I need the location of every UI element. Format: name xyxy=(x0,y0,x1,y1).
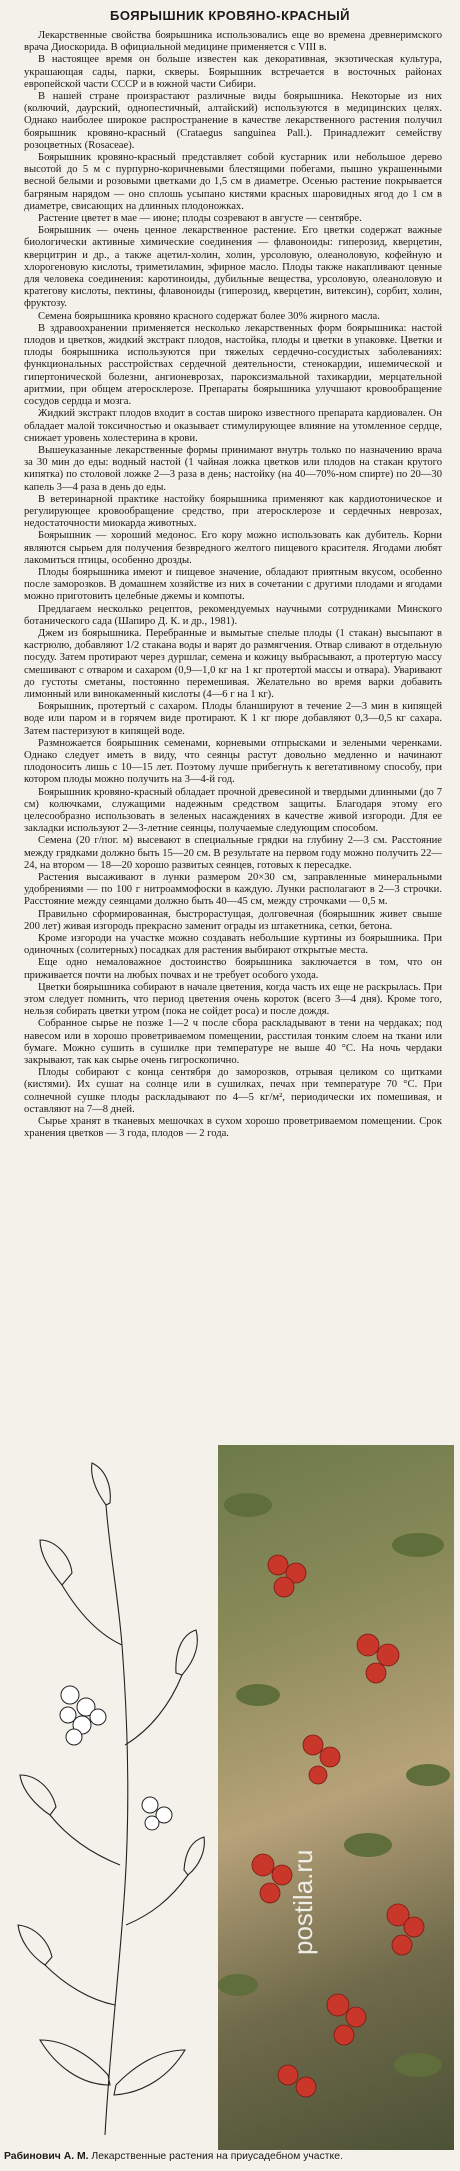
paragraph: Плоды боярышника имеют и пищевое значение, обладают приятным вкусом, особенно после заморозков. В домашнем хозяйстве из них в сочетании с другими плодами и ягодами можно приготовить целебные джемы и компоты. xyxy=(24,566,442,603)
paragraph: Собранное сырье не позже 1—2 ч после сбора раскладывают в тени на чердаках; под навесом или в хорошо проветриваемом помещении, расстилая тонким слоем на ткани или бумаге. Можно сушить в сушилке при температуре не выше 40 °С. На ночь чердаки закрывают, так как сырье очень гигроскопично. xyxy=(24,1018,442,1067)
watermark: postila.ru xyxy=(288,1849,318,1955)
article-body xyxy=(24,30,442,1440)
paragraph: В ветеринарной практике настойку боярышника применяют как кардиотоническое и регулирующее кровообращение средство, при атеросклерозе и сердечных неврозах, недостаточности миокарда животных. xyxy=(24,493,442,530)
paragraph: Размножается боярышник семенами, корневыми отпрысками и зелеными черенками. Однако следует иметь в виду, что сеянцы растут довольно медленно и начинают плодоносить лишь с 10—15 лет. Поэтому лучше прибегнуть к вегетативному способу, при котором плоды можно получить на 3—4-й год. xyxy=(24,737,442,786)
paragraph: Кроме изгороди на участке можно создавать небольшие куртины из боярышника. При одиночных (солитерных) посадках для растения выбирают открытые места. xyxy=(24,933,442,957)
paragraph: Семена (20 г/пог. м) высевают в специальные грядки на глубину 2—3 см. Расстояние между грядками должно быть 15—20 см. В результате на первом году можно получить 22—24, на втором — 18—20 хорошо развитых сеянцев, готовых к пересадке. xyxy=(24,835,442,871)
paragraph: Семена боярышника кровяно красного содержат более 30% жирного масла. xyxy=(38,310,380,322)
paragraph: В настоящее время он больше известен как декоративная, экзотическая культура, украшающая сады, парки, скверы. Боярышник встречается в восточных районах европейской части СССР и в южной части Сибири. xyxy=(24,54,442,90)
hawthorn-berries-photo xyxy=(218,1445,454,2150)
paragraph: В нашей стране произрастают различные виды боярышника. Некоторые из них (колючий, даурский, однопестичный, алтайский) используются в медицинских целях. Однако наиболее широкое распространение в качестве лекарственного растения получил боярышник кровяно-красный (Crataegus sanguinea Pall.). Принадлежит семейству розоцветных (Rosaceae). xyxy=(24,91,442,151)
paragraph: Боярышник кровяно-красный обладает прочной древесиной и твердыми длинными (до 7 см) колючками, служащими надежным средством защиты. Благодаря этому его целесообразно использовать в зеленых насаждениях в качестве живой изгороди. Для ее закладки используют 2—3-летние сеянцы, получаемые следующим способом. xyxy=(24,786,442,835)
paragraph: Боярышник кровяно-красный представляет собой кустарник или небольшое дерево высотой до 5 м с пурпурно-коричневыми блестящими побегами, пышно украшенными весной белыми и розовыми цветками до 1,5 см в диаметре. Осенью растение покрывается багряным нарядом — оно сплошь усыпано кистями красных шаровидных ягод до 1 см в диаметре, свисающих на длинных плодоножках. xyxy=(24,152,442,212)
paragraph: Растение цветет в мае — июне; плоды созревают в августе — сентябре. xyxy=(38,213,362,225)
paragraph: Правильно сформированная, быстрорастущая, долговечная (боярышник живет свыше 200 лет) живая изгородь прекрасно заменит ограды из штакетника, сетки, бетона. xyxy=(24,908,442,932)
hawthorn-botanical-drawing xyxy=(10,1445,210,2145)
recipe-paragraph: Боярышник, протертый с сахаром. Плоды бланшируют в течение 2—3 мин в кипящей воде или паром и в горячем виде протирают. К 1 кг пюре добавляют 0,3—0,5 кг сахара. Затем пастеризуют в кипящей воде. xyxy=(24,701,442,737)
caption-text: Лекарственные растения на приусадебном участке. xyxy=(91,2151,343,2162)
book-caption xyxy=(4,2151,458,2162)
paragraph: Цветки боярышника собирают в начале цветения, когда часть их еще не раскрылась. При этом следует помнить, что период цветения очень короток (всего 3—4 дня). Кроме того, нельзя собирать цветки утром (пока не сойдет роса) и после дождя. xyxy=(24,981,442,1018)
paragraph: Лекарственные свойства боярышника использовались еще во времена древнеримского врача Диоскорида. В официальной медицине применяется с VIII в. xyxy=(24,30,442,54)
paragraph: Плоды собирают с конца сентября до заморозков, отрывая целиком со щитками (кистями). Их сушат на солнце или в сушилках, печах при температуре 70 °С. При солнечной сушке плоды раскладывают по 4—5 кг/м², периодически их помешивая, и оставляют на 7—8 дней. xyxy=(24,1067,442,1115)
illustrations xyxy=(0,1445,460,2150)
paragraph: Вышеуказанные лекарственные формы принимают внутрь только по назначению врача за 30 мин до еды: водный настой (1 чайная ложка цветков или плодов на стакан крутого кипятка) по столовой ложке 2—3 раза в день; настойку (на 40—70%-ном спирте) по 20—30 капель 3—4 раза в день до еды. xyxy=(24,444,442,493)
paragraph: Растения высаживают в лунки размером 20×30 см, заправленные минеральными удобрениями — по 100 г нитроаммофоски в каждую. Лунки располагают в 2—3 строчки. Расстояние между сеянцами должно быть 40—45 см, между строчками — 0,5 м. xyxy=(24,872,442,908)
paragraph: Боярышник — хороший медонос. Его кору можно использовать как дубитель. Корни являются сырьем для получения безвредного желтого пищевого красителя. Ягодами любят лакомиться птицы, особенно дрозды. xyxy=(24,530,442,566)
paragraph: Сырье хранят в тканевых мешочках в сухом хорошо проветриваемом помещении. Срок хранения цветков — 3 года, плодов — 2 года. xyxy=(24,1116,442,1140)
paragraph: Предлагаем несколько рецептов, рекомендуемых научными сотрудниками Минского ботанического сада (Шапиро Д. К. и др., 1981). xyxy=(24,603,442,627)
paragraph: Боярышник — очень ценное лекарственное растение. Его цветки содержат важные биологически активные химические соединения — флавоноиды: гиперозид, кверцетин, кверцитрин и др., а также ацетил-холин, холин, урсоловую, олеаноловую, кофейную и хлорогеновую кислоты, триметиламин, эфирное масло. Плоды также накапливают ценные для человека соединения: каротиноиды, дубильные вещества, урсоловую, олеаноловую и кратегову кислоты, пектины, флавоноиды (гиперозид, кверцетин, витексин), сорбит, холин, фруктозу. xyxy=(24,225,442,310)
paragraph: В здравоохранении применяется несколько лекарственных форм боярышника: настой плодов и цветков, жидкий экстракт плодов, настойка, плоды и цветки в упаковке. Цветки и плоды боярышника используются при тяжелых сердечно-сосудистых заболеваниях: функциональных расстройствах сердечной деятельности, стенокардии, ишемической и гипертонической болезни, ангионеврозах, пароксизмальной тахикардии, мерцательной аритмии, при общем атеросклерозе. Препараты боярышника улучшают кровообращение сосудов сердца и мозга. xyxy=(24,322,442,408)
article-title: БОЯРЫШНИК КРОВЯНО-КРАСНЫЙ xyxy=(109,8,351,23)
caption-author: Рабинович А. М. xyxy=(4,2151,89,2162)
paragraph: Еще одно немаловажное достоинство боярышника заключается в том, что он приживается почти на любых почвах и не требует особого ухода. xyxy=(24,957,442,981)
recipe-paragraph: Джем из боярышника. Перебранные и вымытые спелые плоды (1 стакан) высыпают в кастрюлю, добавляют 1/2 стакана воды и варят до размягчения. Отвар сливают в отдельную посуду. Затем протирают через дуршлаг, семена и кожицу выбрасывают, а протертую массу смешивают с отваром и сахаром (0,9—1,0 кг на 1 кг протертой массы и отвара). Уваривают до густоты сметаны, постоянно перемешивая. Желательно во время варки добавить лимонный или винокаменный кислоты (4—6 г на 1 кг). xyxy=(24,627,442,700)
berries-photo-svg xyxy=(218,1445,454,2150)
paragraph: Жидкий экстракт плодов входит в состав широко известного препарата кардиовален. Он обладает малой токсичностью и оказывает стимулирующее влияние на утомленное сердце, снижает уровень холестерина в крови. xyxy=(24,408,442,444)
hawthorn-drawing-svg xyxy=(10,1445,210,2145)
